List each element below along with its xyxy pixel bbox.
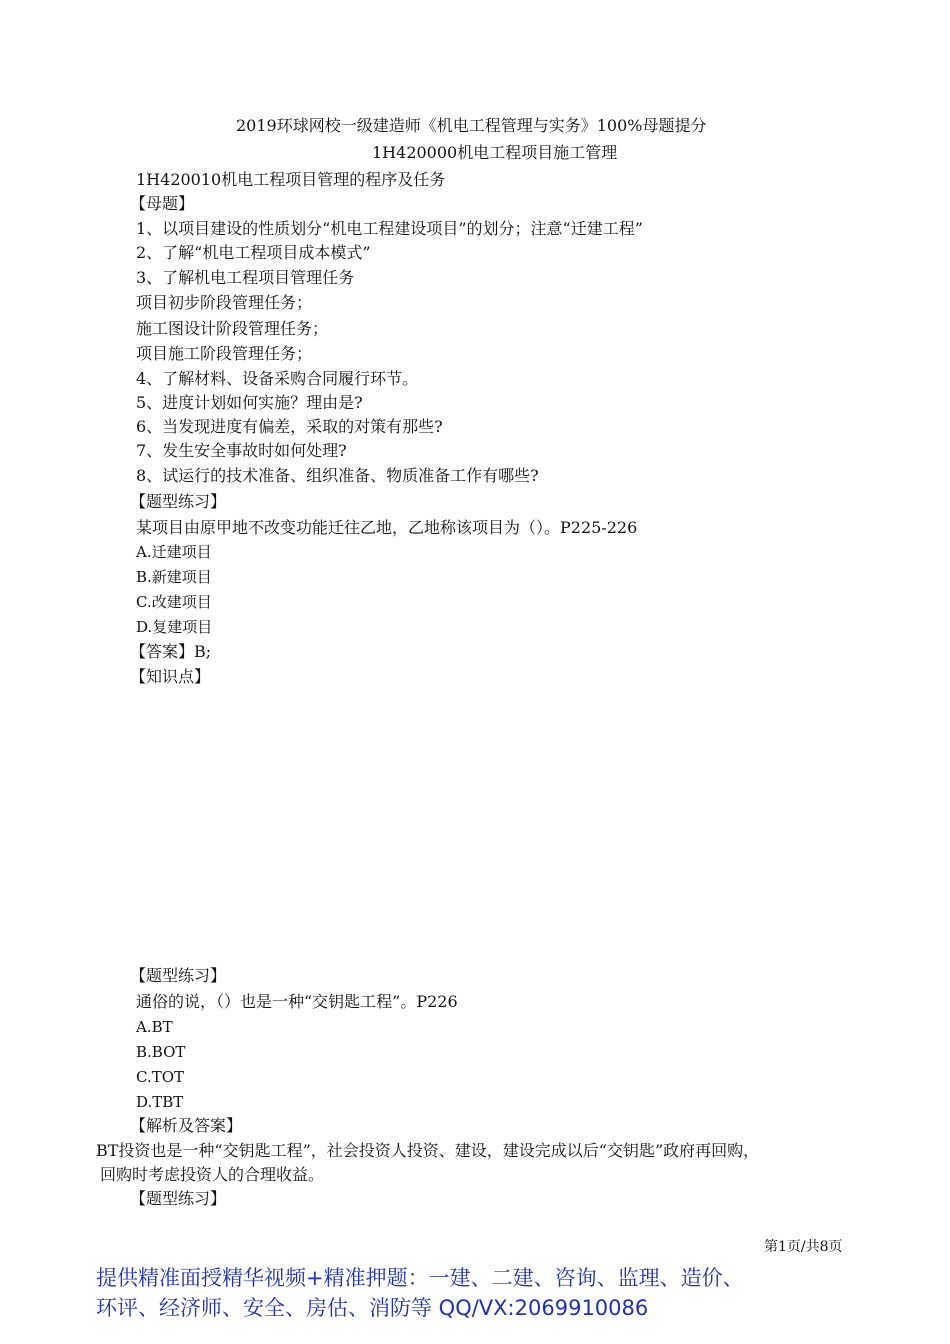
section-heading: 1H420010机电工程项目管理的程序及任务 [136,170,446,189]
list-item: 项目施工阶段管理任务； [136,344,313,363]
list-item: 7、发生安全事故时如何处理? [136,441,347,460]
list-item: 5、进度计划如何实施？理由是? [136,393,363,412]
exercise-question: 通俗的说，（）也是一种“交钥匙工程”。P226 [136,992,458,1011]
option-a: A.迁建项目 [136,543,212,561]
option-c: C.TOT [136,1068,185,1086]
option-b: B.新建项目 [136,568,212,586]
option-c: C.改建项目 [136,593,212,611]
answer-label: 【答案】B; [130,642,212,661]
option-d: D.复建项目 [136,618,213,636]
analysis-label: 【解析及答案】 [130,1116,243,1135]
exercise-question: 某项目由原甲地不改变功能迁往乙地，乙地称该项目为（）。P225-226 [136,518,638,537]
exercise-label: 【题型练习】 [130,966,227,985]
list-item: 8、试运行的技术准备、组织准备、物质准备工作有哪些? [136,466,539,485]
list-item: 2、了解“机电工程项目成本模式” [136,243,371,262]
analysis-text: 回购时考虑投资人的合理收益。 [100,1165,325,1184]
analysis-text: BT投资也是一种“交钥匙工程”，社会投资人投资、建设，建设完成以后“交钥匙”政府再回购， [96,1141,760,1160]
knowledge-label: 【知识点】 [130,667,211,686]
promo-line: 提供精准面授精华视频+精准押题：一建、二建、咨询、监理、造价、 [96,1266,744,1290]
page-number: 第1页/共8页 [764,1239,843,1255]
option-b: B.BOT [136,1043,186,1061]
exercise-label: 【题型练习】 [130,492,227,511]
promo-line: 环评、经济师、安全、房估、消防等 QQ/VX:2069910086 [96,1296,649,1320]
mother-label: 【母题】 [130,194,195,213]
list-item: 3、了解机电工程项目管理任务 [136,268,355,287]
list-item: 施工图设计阶段管理任务； [136,319,329,338]
option-d: D.TBT [136,1093,184,1111]
option-a: A.BT [136,1018,173,1036]
list-item: 6、当发现进度有偏差，采取的对策有那些? [136,417,443,436]
list-item: 项目初步阶段管理任务； [136,293,313,312]
doc-subtitle: 1H420000机电工程项目施工管理 [372,143,618,162]
list-item: 1、以项目建设的性质划分“机电工程建设项目”的划分；注意“迁建工程” [136,219,643,238]
doc-title: 2019环球网校一级建造师《机电工程管理与实务》100%母题提分 [236,116,707,135]
exercise-label: 【题型练习】 [130,1189,227,1208]
list-item: 4、了解材料、设备采购合同履行环节。 [136,369,419,388]
